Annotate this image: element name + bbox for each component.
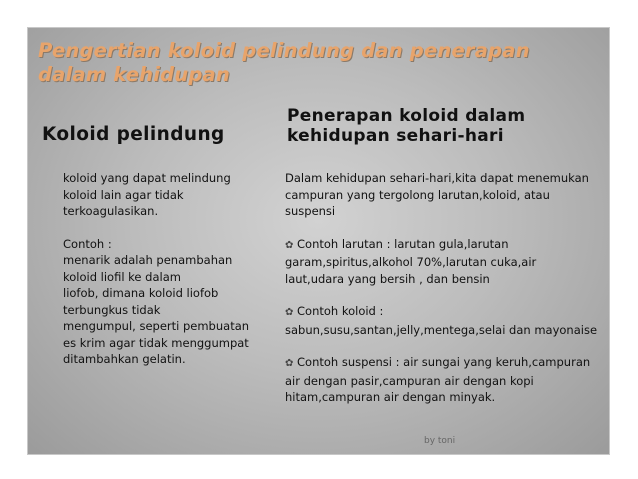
right-heading: Penerapan koloid dalam kehidupan sehari-hari — [287, 106, 526, 146]
swirl-bullet-icon: ✿ — [285, 358, 294, 369]
slide-title: Pengertian koloid pelindung dan penerapan dalam kehidupan — [38, 39, 530, 86]
right-column — [285, 170, 615, 422]
swirl-bullet-icon: ✿ — [285, 239, 294, 251]
list-item-larutan: ✿ Contoh larutan : larutan gula,larutan garam,spiritus,alkohol 70%,larutan cuka,air laut,udara yang bersih , dan bensin — [285, 236, 537, 286]
list-item-suspensi: ✿ Contoh suspensi : air sungai yang keruh,campuran air dengan pasir,campuran air dengan kopi hitam,campuran air dengan minyak. — [285, 355, 591, 404]
intro-paragraph: Dalam kehidupan sehari-hari,kita dapat menemukan campuran yang tergolong larutan,koloid, atau suspensi — [285, 171, 589, 218]
list-item-koloid: ✿ Contoh koloid : sabun,susu,santan,jelly,mentega,selai dan mayonaise — [285, 304, 598, 337]
definition-paragraph: koloid yang dapat melindung koloid lain agar tidak terkoagulasikan. — [63, 171, 231, 218]
swirl-bullet-icon: ✿ — [285, 307, 294, 318]
left-column — [63, 170, 258, 384]
footer-author: by toni — [424, 436, 456, 446]
left-heading: Koloid pelindung — [42, 124, 225, 145]
example-paragraph: Contoh : menarik adalah penambahan koloid liofil ke dalam liofob, dimana koloid liofob terbungkus tidak mengumpul, seperti pembuatan es krim agar tidak menggumpat ditambahkan gelatin. — [63, 236, 250, 366]
